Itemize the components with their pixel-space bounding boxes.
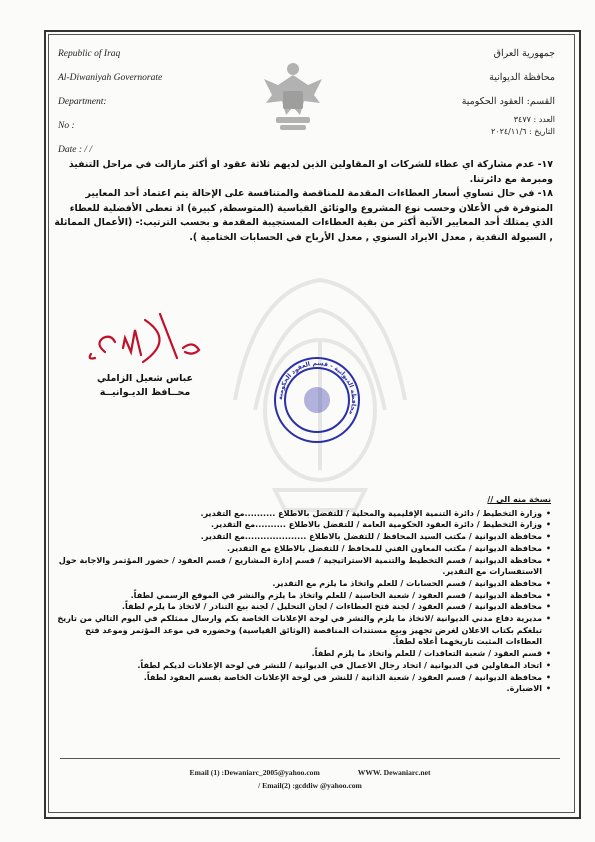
distribution-list — [46, 494, 551, 695]
header-ar-department: القسم: العقود الحكومية — [461, 96, 555, 107]
stamp-text: محافظة الديوانية - قسم العقود الحكومية — [276, 359, 358, 416]
footer-email-1: Email (1) :Dewaniarc_2005@yahoo.com — [189, 768, 320, 777]
header-ar-date: التاريخ : ٢٠٢٤/١١/٦ — [490, 127, 555, 136]
list-item: • اتحاد المقاولين في الديوانية / اتحاد رجال الاعمال في الديوانية / للنشر في لوحة الإعلانات لديكم لطفاً. — [46, 660, 551, 672]
footer — [60, 766, 560, 792]
header-arabic — [462, 42, 555, 138]
footer-divider — [60, 758, 560, 759]
header-governorate: Al-Diwaniyah Governorate — [58, 73, 163, 83]
footer-email-2: / Email(2) :gcddiw @yahoo.com — [258, 781, 362, 790]
list-item: • محافظة الديوانية / قسم العقود / شعبة الحاسبة / للعلم واتخاذ ما يلزم والنشر في الموقع الرسمي لطفاً. — [46, 590, 551, 602]
signatory-title: محــافظ الديـوانيــة — [99, 387, 191, 398]
handwritten-signature — [65, 300, 215, 370]
header-country: Republic of Iraq — [58, 49, 121, 59]
header-ar-number: العدد : ٣٤٧٧ — [513, 115, 555, 124]
header-ar-country: جمهورية العراق — [493, 48, 555, 59]
list-item: • مديرية دفاع مدني الديوانية /لاتخاذ ما يلزم والنشر في لوحة الإعلانات الخاصة بكم وارسال ممثلكم في اليوم التالي من تاريخ تبلغكم بكتاب الاعلان لغرض تجهيز وبيع مستندات المناقصة (الوثائق القياسية) وحضوره في موعد المؤتمر وموعد فتح العطاءات المثبت تاريخهما أعلاه لطفاً. — [46, 613, 551, 648]
signatory-name: عباس شعيل الزاملي — [96, 373, 194, 384]
list-item: • محافظة الديوانية / مكتب المعاون الفني للمحافظ / للتفضل بالاطلاع مع التقدير. — [46, 543, 551, 555]
list-item: • وزارة التخطيط / دائرة العقود الحكومية العامة / للتفضل بالاطلاع ..........مع التقدير. — [46, 519, 551, 531]
body-text — [53, 158, 553, 246]
header-ar-governorate: محافظة الديوانية — [489, 72, 555, 83]
header-date: Date : / / — [58, 145, 93, 155]
clause-17: ١٧- عدم مشاركة اي عطاء للشركات او المقاولين الذين لديهم ثلاثة عقود او أكثر مازالت في مراحل التنفيذ ومبرمة مع دائرتنا. — [68, 159, 553, 185]
iraq-eagle-emblem — [258, 55, 328, 135]
list-item: • محافظة الديوانية / مكتب السيد المحافظ / للتفضل بالاطلاع ....................مع التقدير. — [46, 531, 551, 543]
list-item: • محافظة الديوانية / قسم العقود / لجنة فتح العطاءات / لجان التحليل / لجنة بيع التنادر / لاتخاذ ما يلزم لطفاً. — [46, 601, 551, 613]
header-number: No : — [58, 121, 75, 131]
signatory-block — [80, 372, 210, 400]
official-stamp — [272, 355, 362, 445]
list-item: • وزارة التخطيط / دائرة التنمية الإقليمية والمحلية / للتفضل بالاطلاع ..........مع التقدير. — [46, 508, 551, 520]
clause-18: ١٨- في حال تساوي أسعار العطاءات المقدمة للمناقصة والمتنافسة على الإحالة يتم اعتماد أحد المعايير المتوفرة في الأعلان وحسب نوع المشروع والوثائق القياسية (المتوسطة, كبيرة) اذ تعطى الأفضلية للعطاء الذي يمتلك أحد المعايير الآتية أكثر من بقية العطاءات المستجيبة المقدمة و بحسب الترتيب:- (الأعمال المماثلة , السيولة النقدية , معدل الايراد السنوي , معدل الأرباح في الحسابات الختامية ). — [54, 188, 553, 243]
distribution-title: نسخة منه الى // — [487, 494, 551, 504]
list-item: • محافظة الديوانية / قسم التخطيط والتنمية الاستراتيجية / قسم إدارة المشاريع / قسم العقود / حضور المؤتمر والاجابة حول الاستفسارات مع التقدير. — [46, 555, 551, 578]
list-item: • قسم العقود / شعبة التعاقدات / للعلم واتخاذ ما يلزم لطفاً. — [46, 648, 551, 660]
list-item: • محافظة الديوانية / قسم العقود / شعبة الذاتية / للنشر في لوحة الإعلانات الخاصة بقسم العقود لطفاً. — [46, 672, 551, 684]
header-department: Department: — [58, 97, 107, 107]
footer-website: WWW. Dewaniarc.net — [357, 768, 431, 777]
list-item: • الاضبارة. — [46, 683, 551, 695]
list-item: • محافظة الديوانية / قسم الحسابات / للعلم واتخاذ ما يلزم مع التقدير. — [46, 578, 551, 590]
header-english — [58, 42, 162, 162]
